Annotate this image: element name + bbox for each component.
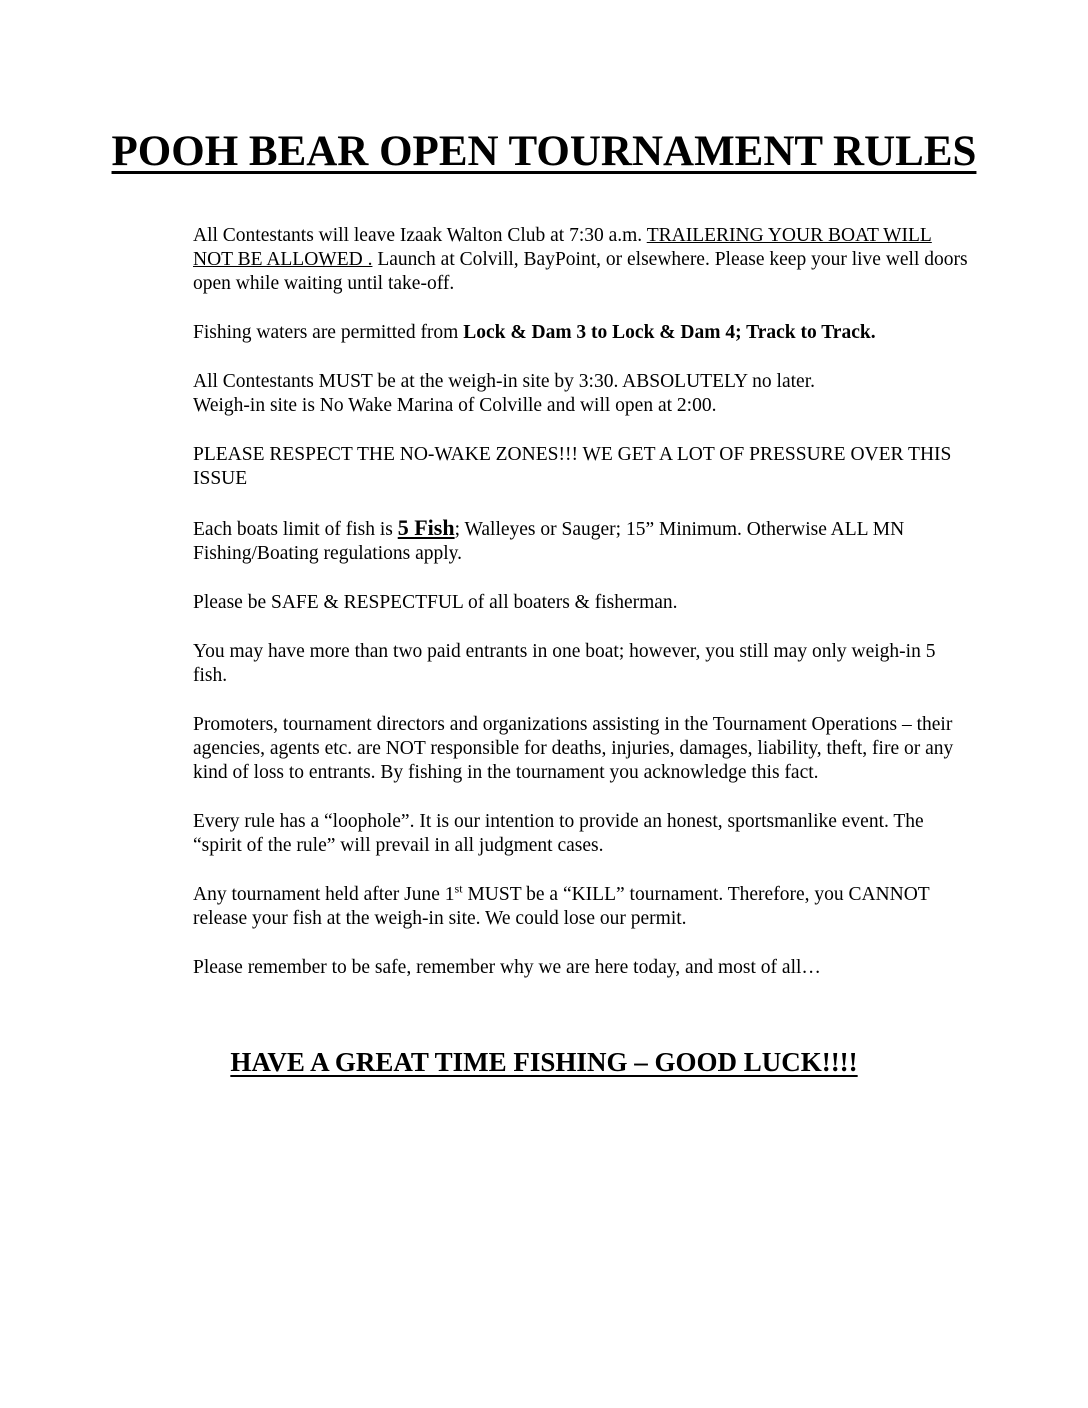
rule-kill-rest: MUST be a “KILL” tournament. Therefore, you CANNOT release your fish at the weigh-in site. We could lose our permit. [193,884,930,929]
rule-fish-limit-rest: ; Walleyes or Sauger; 15” Minimum. Otherwise ALL MN Fishing/Boating regulations apply. [193,519,905,564]
closing-message: HAVE A GREAT TIME FISHING – GOOD LUCK!!!! [230,1047,858,1077]
rule-fishing-waters [193,321,973,345]
rule-no-wake: PLEASE RESPECT THE NO-WAKE ZONES!!! WE GET A LOT OF PRESSURE OVER THIS ISSUE [193,444,952,489]
document-title: POOH BEAR OPEN TOURNAMENT RULES [111,128,977,175]
rule-fishing-waters-period: . [870,322,876,343]
rule-entrants: You may have more than two paid entrants in one boat; however, you still may only weigh-in 5 fish. [193,641,936,686]
rule-kill-ordinal: st [454,881,463,896]
rule-remember: Please remember to be safe, remember why we are here today, and most of all… [193,957,821,978]
rule-safety: Please be SAFE & RESPECTFUL of all boaters & fisherman. [193,592,678,613]
rule-launch-text: Launch at Colvill, BayPoint, or elsewhere. Please keep your live well doors open while waiting until take-off. [193,249,968,294]
rule-fishing-waters-range: Lock & Dam 3 to Lock & Dam 4; Track to Track [463,322,871,343]
rule-fish-limit [193,516,973,566]
rule-departure-text: All Contestants will leave Izaak Walton Club at 7:30 a.m. [193,225,647,246]
rule-fishing-waters-text: Fishing waters are permitted from [193,322,464,343]
rule-fish-limit-text: Each boats limit of fish is [193,519,398,540]
rule-loophole: Every rule has a “loophole”. It is our intention to provide an honest, sportsmanlike event. The “spirit of the rule” will prevail in all judgment cases. [193,811,924,856]
rule-weigh-in-line1: All Contestants MUST be at the weigh-in site by 3:30. ABSOLUTELY no later. [193,371,815,392]
rule-kill-text: Any tournament held after June 1 [193,884,455,905]
rule-trailering-warning: TRAILERING YOUR BOAT WILL NOT BE ALLOWED . [193,225,932,270]
rule-fish-limit-count: 5 Fish [397,515,455,540]
rule-liability: Promoters, tournament directors and organizations assisting in the Tournament Operations – their agencies, agents etc. are NOT responsible for deaths, injuries, damages, liability, theft, fire or any kind of loss to entrants. By fishing in the tournament you acknowledge this fact. [193,714,954,783]
rule-weigh-in [193,370,973,418]
rule-weigh-in-line2: Weigh-in site is No Wake Marina of Colville and will open at 2:00. [193,395,717,416]
rule-kill-tournament [193,883,973,931]
rules-body [193,224,973,1005]
rule-departure [193,224,973,296]
